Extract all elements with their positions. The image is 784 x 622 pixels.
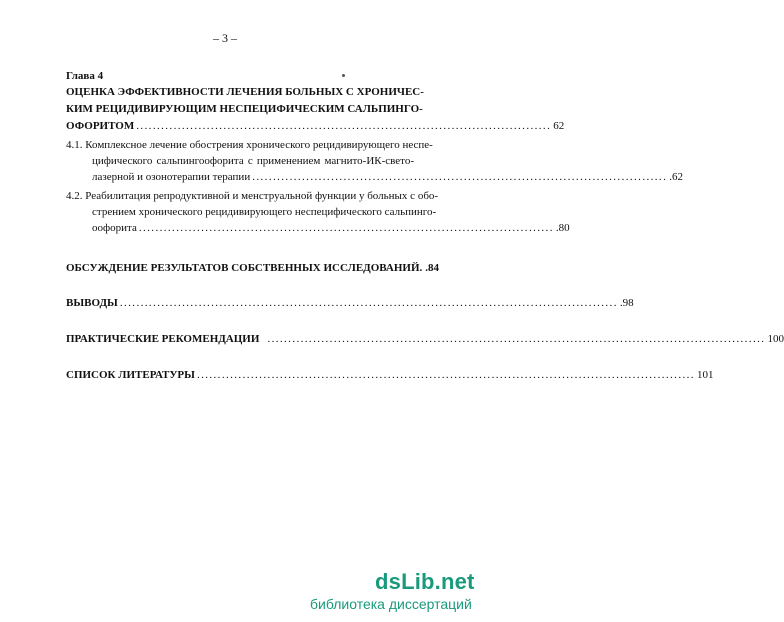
toc-discussion-title: ОБСУЖДЕНИЕ РЕЗУЛЬТАТОВ СОБСТВЕННЫХ ИССЛЕДОВАНИЙ. <box>66 262 423 274</box>
dslib-watermark <box>310 570 475 612</box>
dot-leader: ........................................................................................................................ <box>267 333 766 345</box>
toc-section-4-2-line-1: 4.2. Реабилитация репродуктивной и менструальной функции у больных с обо- <box>66 190 439 202</box>
toc-recommendations-entry <box>66 333 784 346</box>
toc-conclusions-entry <box>66 297 634 310</box>
toc-section-4-1-line-1: 4.1. Комплексное лечение обострения хронического рецидивирующего неспе- <box>66 139 433 151</box>
toc-discussion-page: .84 <box>425 262 440 274</box>
toc-discussion-entry <box>66 262 440 275</box>
toc-heading-line-1: ОЦЕНКА ЭФФЕКТИВНОСТИ ЛЕЧЕНИЯ БОЛЬНЫХ С ХРОНИЧЕС- <box>66 86 424 98</box>
toc-recommendations-title: ПРАКТИЧЕСКИЕ РЕКОМЕНДАЦИИ <box>66 333 260 345</box>
toc-heading-entry <box>66 120 565 133</box>
toc-section-4-2-line-2: стрением хронического рецидивирующего неспецифического сальпинго- <box>92 206 437 218</box>
watermark-name: dsLib.net <box>375 569 475 594</box>
toc-section-4-2-page: .80 <box>555 222 570 234</box>
toc-recommendations-page: 100 <box>767 333 784 345</box>
toc-section-4-1-entry <box>92 171 683 184</box>
toc-section-4-2-entry <box>92 222 570 235</box>
toc-heading-line-2: КИМ РЕЦИДИВИРУЮЩИМ НЕСПЕЦИФИЧЕСКИМ САЛЬПИНГО- <box>66 103 423 115</box>
toc-section-4-1-line-3: лазерной и озонотерапии терапии <box>92 171 251 183</box>
dot-leader: ........................................................................................................................ <box>119 297 618 309</box>
toc-section-4-2-line-3: оофорита <box>92 222 137 234</box>
toc-references-title: СПИСОК ЛИТЕРАТУРЫ <box>66 369 195 381</box>
chapter-label: Глава 4 <box>66 70 104 82</box>
toc-references-page: 101 <box>696 369 714 381</box>
stray-mark <box>342 74 345 77</box>
page-number: – 3 – <box>213 31 237 45</box>
toc-heading-line-3: ОФОРИТОМ <box>66 120 135 132</box>
toc-conclusions-page: .98 <box>619 297 634 309</box>
toc-conclusions-title: ВЫВОДЫ <box>66 297 118 309</box>
watermark-subtitle: библиотека диссертаций <box>310 596 472 612</box>
toc-section-4-1-page: .62 <box>669 171 683 183</box>
dot-leader: .................................................................................................... <box>252 171 668 183</box>
dot-leader: .................................................................................................... <box>136 120 552 132</box>
toc-section-4-1-line-2: цифического сальпингоофорита с применением магнито-ИК-свето- <box>92 155 414 167</box>
toc-heading-page: 62 <box>553 120 565 132</box>
dot-leader: ........................................................................................................................ <box>196 369 695 381</box>
toc-references-entry <box>66 369 714 382</box>
dot-leader: .................................................................................................... <box>138 222 554 234</box>
